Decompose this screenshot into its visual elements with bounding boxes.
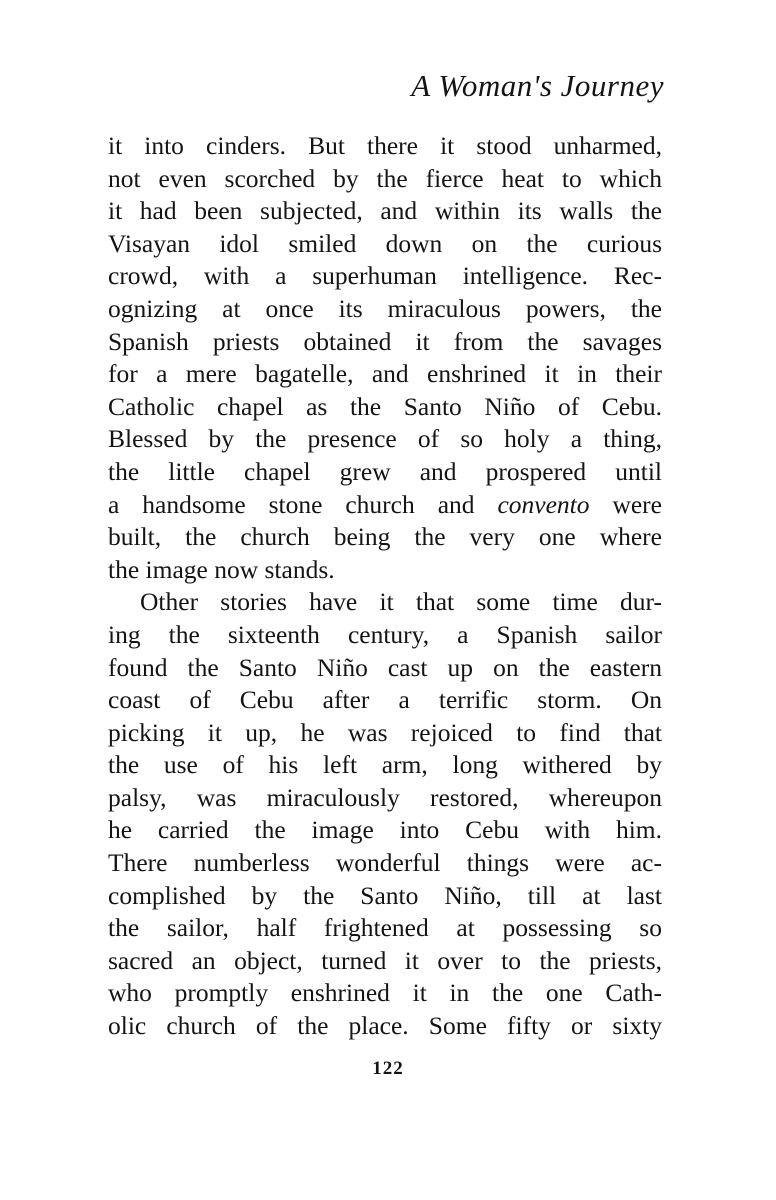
text-line: sacred an object, turned it over to the priests, [108,945,662,975]
text-line: found the Santo Niño cast up on the eastern [108,652,662,682]
text-line: Spanish priests obtained it from the savages [108,326,662,356]
text-line: who promptly enshrined it in the one Cath- [108,978,662,1008]
text-line: built, the church being the very one where [108,522,662,552]
text-line: ing the sixteenth century, a Spanish sailor [108,619,662,649]
text-line: the use of his left arm, long withered by [108,750,662,780]
text-line: complished by the Santo Niño, till at last [108,880,662,910]
text-line: not even scorched by the fierce heat to which [108,163,662,193]
text-line: it into cinders. But there it stood unharmed, [108,131,662,160]
page-number: 122 [372,1058,404,1079]
text-line [108,489,662,522]
body-text [108,130,662,1043]
text-segment: were [589,489,662,519]
running-head: A Woman's Journey [411,68,664,103]
text-line: for a mere bagatelle, and enshrined it in their [108,359,662,389]
text-line: ognizing at once its miraculous powers, the [108,293,662,323]
text-line: it had been subjected, and within its walls the [108,196,662,226]
text-line: the little chapel grew and prospered until [108,456,662,486]
text-line: Catholic chapel as the Santo Niño of Cebu. [108,391,662,421]
text-line: the sailor, half frightened at possessing so [108,913,662,943]
text-line: crowd, with a superhuman intelligence. Rec- [108,261,662,291]
text-line: palsy, was miraculously restored, whereupon [108,782,662,812]
text-line: Blessed by the presence of so holy a thing, [108,424,662,454]
text-line: olic church of the place. Some fifty or sixty [108,1011,662,1041]
text-line: Other stories have it that some time dur- [140,587,662,617]
italic-word: convento [497,489,590,519]
text-line: the image now stands. [108,554,335,584]
text-line: he carried the image into Cebu with him. [108,815,662,845]
text-segment: a handsome stone church and [108,489,498,519]
text-line: Visayan idol smiled down on the curious [108,228,662,258]
text-line: coast of Cebu after a terrific storm. On [108,685,662,715]
text-line: There numberless wonderful things were ac- [108,848,662,878]
text-line: picking it up, he was rejoiced to find that [108,717,662,747]
